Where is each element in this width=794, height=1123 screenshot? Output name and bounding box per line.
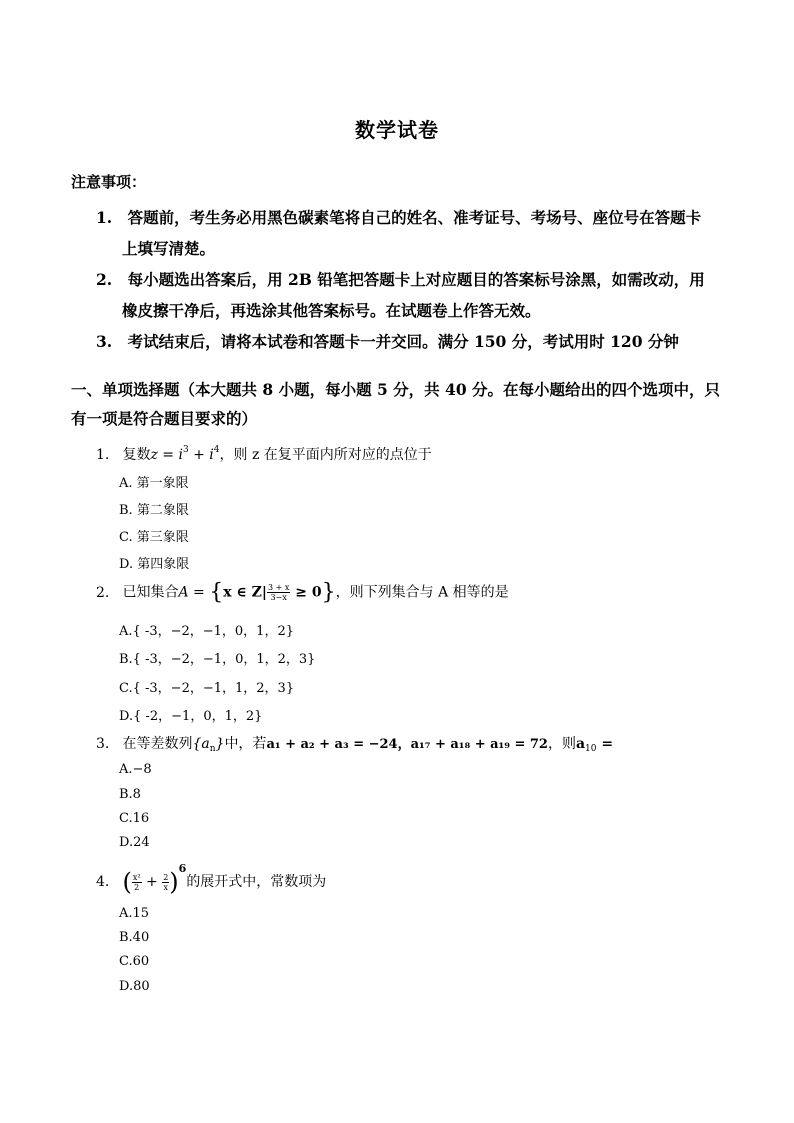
question-2 bbox=[96, 580, 509, 605]
notice-item-1-cont: 上填写清楚。 bbox=[122, 239, 216, 258]
fraction-denominator: x bbox=[163, 882, 168, 892]
notice-item-text: 答题前，考生务必用黑色碳素笔将自己的姓名、准考证号、考场号、座位号在答题卡 bbox=[127, 208, 702, 227]
question-text-mid: 中，若 bbox=[224, 736, 267, 752]
math-expression: + i bbox=[188, 447, 214, 463]
question-text-mid: ，则 bbox=[547, 736, 576, 752]
option-a: A.15 bbox=[119, 906, 150, 921]
set-open-brace: { bbox=[209, 580, 224, 605]
question-1 bbox=[96, 444, 432, 464]
math-expression: A = bbox=[178, 584, 210, 601]
notice-item-number: 1. bbox=[96, 208, 113, 227]
question-3 bbox=[96, 733, 613, 754]
page-title: 数学试卷 bbox=[355, 118, 439, 142]
math-expression: z = i bbox=[150, 447, 183, 463]
option-a: A.−8 bbox=[119, 762, 152, 777]
option-b: B.8 bbox=[119, 787, 141, 802]
fraction-numerator: 2 bbox=[163, 872, 169, 882]
question-text-post: ，则下列集合与 A 相等的是 bbox=[335, 584, 509, 601]
option-b: B.{ -3，−2，−1，0，1，2，3} bbox=[119, 652, 316, 667]
math-expression: x ∈ bbox=[223, 584, 252, 601]
math-expression: + bbox=[141, 874, 163, 890]
open-paren: ( bbox=[122, 868, 132, 896]
notice-item-2-cont: 橡皮擦干净后，再选涂其他答案标号。在试题卷上作答无效。 bbox=[122, 301, 541, 320]
exponent: 3 bbox=[182, 445, 189, 455]
option-c: C.{ -3，−2，−1，1，2，3} bbox=[119, 681, 295, 696]
option-b: B. 第二象限 bbox=[119, 503, 189, 518]
fraction-numerator: 3 + x bbox=[268, 583, 290, 592]
fraction bbox=[132, 873, 142, 892]
notice-item-3 bbox=[96, 330, 679, 352]
close-paren: ) bbox=[169, 868, 179, 896]
integer-set-symbol: Z bbox=[251, 584, 262, 601]
question-text-pre: 在等差数列 bbox=[122, 736, 193, 752]
math-expression: a bbox=[575, 736, 586, 752]
option-a: A. 第一象限 bbox=[119, 476, 189, 491]
math-expression: 0 bbox=[311, 584, 322, 601]
option-d: D.{ -2，−1，0，1，2} bbox=[119, 709, 263, 724]
fraction-denominator: 3−x bbox=[270, 593, 287, 602]
math-expression: {a bbox=[192, 736, 210, 752]
question-number: 1. bbox=[96, 447, 110, 463]
option-d: D. 第四象限 bbox=[119, 557, 190, 572]
section-heading-cont: 有一项是符合题目要求的） bbox=[71, 409, 258, 428]
option-a: A.{ -3，−2，−1，0，1，2} bbox=[119, 624, 294, 639]
subscript: 10 bbox=[585, 744, 597, 754]
option-c: C.60 bbox=[119, 954, 150, 969]
notice-item-number: 2. bbox=[96, 270, 113, 289]
math-expression: a₁ + a₂ + a₃ = −24，a₁₇ + a₁₈ + a₁₉ = 72 bbox=[266, 737, 548, 752]
math-expression: = bbox=[596, 736, 614, 752]
exponent: 4 bbox=[213, 445, 220, 455]
set-close-brace: } bbox=[321, 580, 336, 605]
notice-item-text: 考试结束后，请将本试卷和答题卡一并交回。满分 150 分，考试用时 120 分钟 bbox=[127, 332, 679, 351]
fraction-denominator: 2 bbox=[134, 882, 140, 892]
question-number: 3. bbox=[96, 736, 110, 752]
option-c: C.16 bbox=[119, 811, 150, 826]
notice-item-2 bbox=[96, 268, 705, 290]
question-text-post: 的展开式中，常数项为 bbox=[186, 874, 327, 890]
option-d: D.24 bbox=[119, 835, 150, 850]
question-text-pre: 复数 bbox=[122, 447, 151, 463]
section-heading: 一、单项选择题（本大题共 8 小题，每小题 5 分，共 40 分。在每小题给出的四个选项中，只 bbox=[71, 380, 721, 399]
question-number: 2. bbox=[96, 584, 110, 601]
notice-item-number: 3. bbox=[96, 332, 113, 351]
question-4 bbox=[96, 862, 326, 896]
subscript: n bbox=[209, 744, 216, 754]
notice-heading: 注意事项： bbox=[71, 173, 147, 191]
set-bar: | bbox=[261, 584, 267, 601]
notice-item-text: 每小题选出答案后，用 2B 铅笔把答题卡上对应题目的答案标号涂黑，如需改动，用 bbox=[127, 270, 705, 289]
notice-item-1 bbox=[96, 206, 701, 228]
question-number: 4. bbox=[96, 874, 110, 890]
math-expression: } bbox=[215, 736, 225, 752]
math-expression: ≥ bbox=[290, 584, 312, 601]
exponent: 6 bbox=[178, 862, 187, 875]
option-b: B.40 bbox=[119, 930, 150, 945]
option-c: C. 第三象限 bbox=[119, 530, 189, 545]
question-text-pre: 已知集合 bbox=[122, 584, 179, 601]
option-d: D.80 bbox=[119, 979, 150, 994]
fraction-numerator: x² bbox=[132, 872, 141, 882]
fraction bbox=[267, 583, 290, 602]
question-text-post: ，则 z 在复平面内所对应的点位于 bbox=[219, 447, 432, 463]
